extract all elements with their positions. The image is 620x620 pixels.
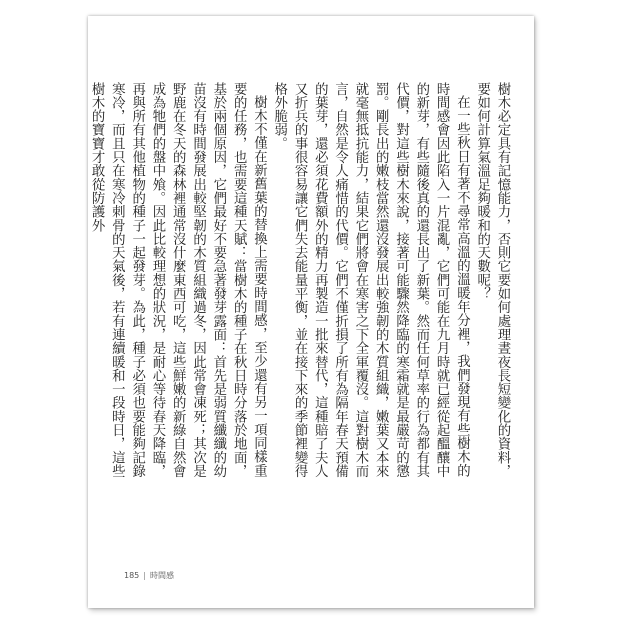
page-number: 185: [124, 571, 140, 580]
footer-separator: |: [143, 571, 146, 580]
running-chapter-title: 時間感: [149, 571, 174, 580]
paragraph-3: 樹木不僅在新舊葉的替換上需要時間感，至少還有另一項同樣重要的任務，也需要這種天賦：當樹木的種子在秋日時分落於地面，基於兩個原因，它們最好不要急著發芽露面：首先是弱質纖纖的幼苗沒有時間發展出較堅韌的木質組織過冬，因此常會凍死；其次是野鹿在冬天的森林裡通常沒什麼東西可吃，這些鮮嫩的新綠自然會成為牠們的盤中飧。因此比較理想的狀況，是耐心等待春天降臨，再與所有其他植物的種子一起發芽。為此，種子必須也要能夠記錄寒冷，而且只在寒冷刺骨的天氣後，若有連續暖和一段時日，這些樹木的寶寶才敢從防護外: [89, 82, 267, 478]
paragraph-1: 樹木必定具有記憶能力，否則它要如何處理晝夜長短變化的資料，要如何計算氣溫足夠暖和的天數呢？: [474, 82, 510, 478]
page-footer: [124, 570, 174, 581]
vertical-text-column: [89, 82, 512, 486]
paragraph-2: 在一些秋日有著不尋常高溫的溫暖年分裡，我們發現有些樹木的時間感會因此陷入一片混亂，它們可能在九月時就已經從起醞釀中的新芽，有些隨後真的還長出了新葉。然而任何草率的行為都有其代價，對這些樹木來說，接著可能驟然降臨的寒霜就是最嚴苛的懲罰。剛長出的嫩枝當然還沒發展出較強韌的木質組織，嫩葉又本來就毫無抵抗能力，結果它們將會在寒害之下全軍覆沒。這對樹木而言，自然是令人痛惜的代價。它們不僅折損了所有為隔年春天預備的葉芽，還必須花費額外的精力再製造一批來替代，這種賠了夫人又折兵的事很容易讓它們失去能量平衡，並在接下來的季節裡變得格外脆弱。: [271, 82, 470, 478]
